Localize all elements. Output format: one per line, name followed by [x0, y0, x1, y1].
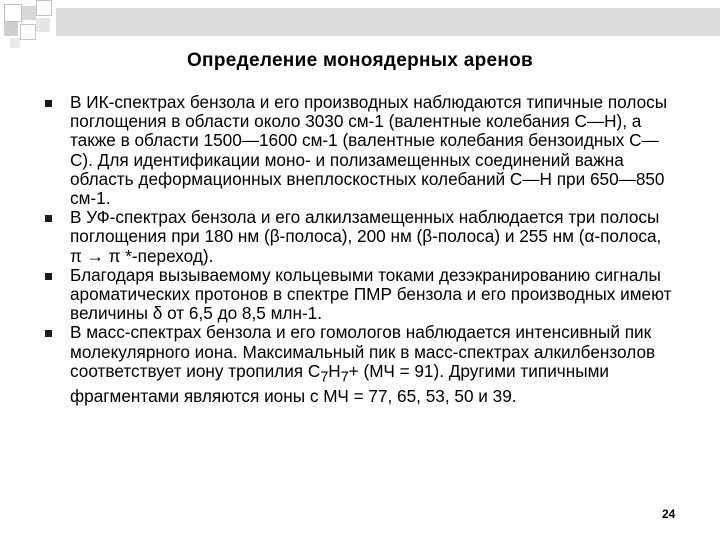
- decor-square-outline: [20, 24, 36, 40]
- page-number: 24: [662, 507, 676, 521]
- decor-square-gray: [4, 22, 18, 36]
- list-item: [40, 208, 676, 266]
- square-bullet-icon: [45, 215, 52, 222]
- decor-square-light: [36, 18, 50, 32]
- item-text: В ИК-спектрах бензола и его производных наблюдаются типичные полосы поглощения в области около 3030 см-1 (валентные колебания С—Н), а также в области 1500—1600 см-1 (валентные колебания бензоидных С—С). Для идентификации моно- и полизамещенных соединений важна область деформационных внеплоскостных колебаний С—Н при 650—850 см-1.: [70, 92, 668, 209]
- slide-title: Определение моноядерных аренов: [186, 50, 534, 71]
- decor-square-gray: [22, 6, 36, 20]
- header-bar: [56, 8, 720, 36]
- decor-square-outline: [36, 0, 52, 16]
- square-bullet-icon: [45, 100, 52, 107]
- item-text-part: Н: [328, 360, 341, 381]
- decor-square-light: [10, 38, 20, 48]
- item-text: Благодаря вызываемому кольцевыми токами дезэкранированию сигналы ароматических протонов в спектре ПМР бензола и его производных имеют величины δ от 6,5 до 8,5 млн-1.: [70, 264, 672, 324]
- list-item: [40, 266, 676, 324]
- subscript: 7: [340, 369, 349, 386]
- header-decoration: [0, 0, 720, 50]
- bullet-list: [40, 93, 676, 407]
- square-bullet-icon: [45, 330, 52, 337]
- list-item: [40, 323, 676, 406]
- item-text-part: + (МЧ = 91). Другими типичными фрагментами являются ионы с МЧ = 77, 65, 53, 50 и 39.: [70, 360, 610, 407]
- decor-square-outline: [4, 4, 22, 22]
- list-item: [40, 93, 676, 208]
- subscript: 7: [320, 369, 329, 386]
- item-text: В УФ-спектрах бензола и его алкилзамещенных наблюдается три полосы поглощения при 180 нм (β-полоса), 200 нм (β-полоса) и 255 нм (α-полоса, π → π *-переход).: [70, 207, 662, 266]
- square-bullet-icon: [45, 273, 52, 280]
- item-text: [70, 322, 655, 406]
- item-text-part: В масс-спектрах бензола и его гомологов наблюдается интенсивный пик молекулярного иона. Максимальный пик в масс-спектрах алкилбензолов соответствует иону тропилия С: [70, 322, 656, 381]
